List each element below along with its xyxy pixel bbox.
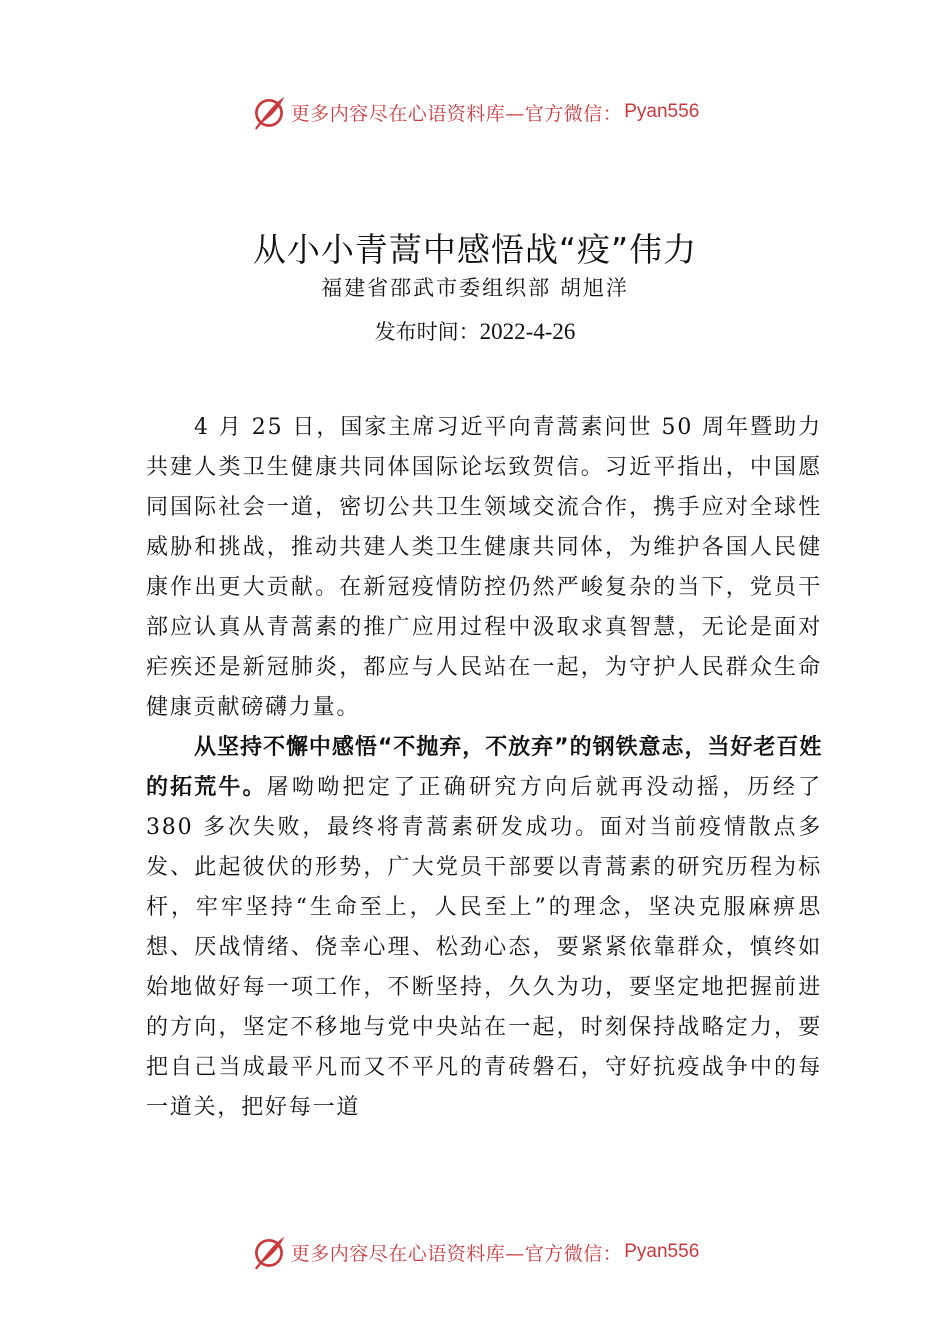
paragraph-2 bbox=[146, 728, 822, 1128]
footer-watermark bbox=[0, 1234, 950, 1270]
watermark-text: 更多内容尽在心语资料库—官方微信： bbox=[290, 102, 623, 125]
paragraph-2-lead: 从坚持不懈中感悟“不抛弃，不放弃”的钢铁意志，当好老百姓的拓荒牛。 bbox=[146, 735, 822, 800]
publish-date-label: 发布时间： bbox=[374, 320, 480, 344]
watermark-text: 更多内容尽在心语资料库—官方微信： bbox=[290, 1242, 623, 1265]
watermark-wechat-id: Pyan556 bbox=[624, 1241, 700, 1262]
paragraph-1: 4 月 25 日，国家主席习近平向青蒿素问世 50 周年暨助力共建人类卫生健康共同体国际论坛致贺信。习近平指出，中国愿同国际社会一道，密切公共卫生领域交流合作，携手应对全球性威胁和挑战，推动共建人类卫生健康共同体，为维护各国人民健康作出更大贡献。在新冠疫情防控仍然严峻复杂的当下，党员干部应认真从青蒿素的推广应用过程中汲取求真智慧，无论是面对疟疾还是新冠肺炎，都应与人民站在一起，为守护人民群众生命健康贡献磅礴力量。 bbox=[146, 415, 822, 720]
article-author: 福建省邵武市委组织部 胡旭洋 bbox=[321, 276, 629, 300]
publish-date-value: 2022-4-26 bbox=[479, 319, 576, 344]
header-watermark bbox=[0, 94, 950, 130]
feather-pen-logo-icon bbox=[251, 1234, 287, 1270]
paragraph-2-body: 屠呦呦把定了正确研究方向后就再没动摇，历经了 380 多次失败，最终将青蒿素研发成功。面对当前疫情散点多发、此起彼伏的形势，广大党员干部要以青蒿素的研究历程为标杆，牢牢坚持“生命至上，人民至上”的理念，坚决克服麻痹思想、厌战情绪、侥幸心理、松劲心态，要紧紧依靠群众，慎终如始地做好每一项工作，不断坚持，久久为功，要坚定地把握前进的方向，坚定不移地与党中央站在一起，时刻保持战略定力，要把自己当成最平凡而又不平凡的青砖磐石，守好抗疫战争中的每一道关，把好每一道 bbox=[146, 775, 822, 1120]
publish-date bbox=[0, 316, 950, 346]
watermark-wechat-id: Pyan556 bbox=[624, 101, 700, 122]
article-title: 从小小青蒿中感悟战“疫”伟力 bbox=[252, 230, 698, 270]
article-body bbox=[146, 408, 822, 1128]
feather-pen-logo-icon bbox=[251, 94, 287, 130]
